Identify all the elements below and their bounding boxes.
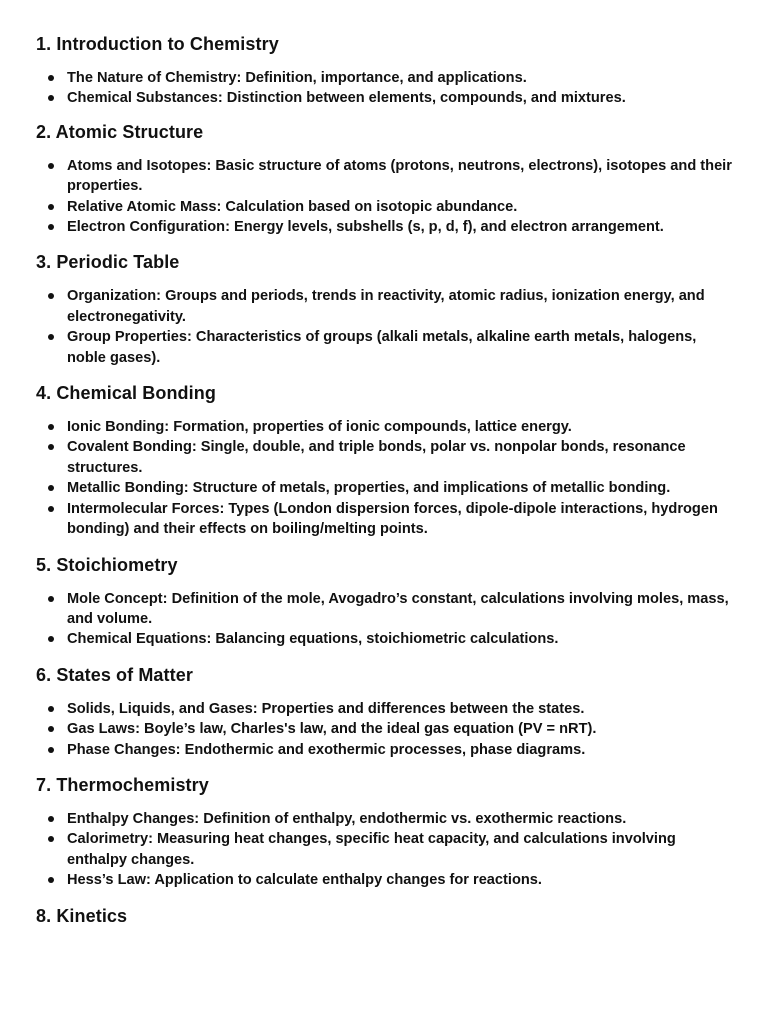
- section-chemical-bonding: [36, 379, 732, 539]
- section-heading: 8. Kinetics: [36, 905, 128, 926]
- section-states-of-matter: [36, 661, 732, 760]
- list-item: Relative Atomic Mass: Calculation based on isotopic abundance.: [36, 197, 732, 217]
- section-heading: 3. Periodic Table: [36, 252, 180, 273]
- section-kinetics: [36, 902, 732, 930]
- list-item: Chemical Equations: Balancing equations, stoichiometric calculations.: [36, 629, 732, 649]
- list-item: Mole Concept: Definition of the mole, Avogadro’s constant, calculations involving moles, mass, and volume.: [36, 589, 732, 630]
- list-item: Electron Configuration: Energy levels, subshells (s, p, d, f), and electron arrangement.: [36, 217, 732, 237]
- bullet-list: [36, 156, 732, 238]
- list-item: Enthalpy Changes: Definition of enthalpy, endothermic vs. exothermic reactions.: [36, 809, 732, 829]
- section-heading: 1. Introduction to Chemistry: [36, 34, 279, 54]
- list-item: Atoms and Isotopes: Basic structure of atoms (protons, neutrons, electrons), isotopes and their properties.: [36, 156, 732, 197]
- bullet-list: [36, 417, 732, 539]
- bullet-list: [36, 699, 732, 760]
- bullet-list: [36, 589, 732, 650]
- list-item: Chemical Substances: Distinction between elements, compounds, and mixtures.: [36, 88, 732, 108]
- list-item: Covalent Bonding: Single, double, and triple bonds, polar vs. nonpolar bonds, resonance structures.: [36, 437, 732, 478]
- section-heading: 6. States of Matter: [36, 664, 193, 685]
- section-atomic-structure: [36, 118, 732, 238]
- bullet-list: [36, 68, 732, 109]
- section-heading: 5. Stoichiometry: [36, 554, 178, 575]
- list-item: Solids, Liquids, and Gases: Properties and differences between the states.: [36, 699, 732, 719]
- list-item: Calorimetry: Measuring heat changes, specific heat capacity, and calculations involving enthalpy changes.: [36, 829, 732, 870]
- list-item: The Nature of Chemistry: Definition, importance, and applications.: [36, 68, 732, 88]
- bullet-list: [36, 286, 732, 368]
- list-item: Gas Laws: Boyle’s law, Charles's law, and the ideal gas equation (PV = nRT).: [36, 719, 732, 739]
- section-periodic-table: [36, 248, 732, 368]
- list-item: Intermolecular Forces: Types (London dispersion forces, dipole-dipole interactions, hydrogen bonding) and their effects on boiling/melting points.: [36, 499, 732, 540]
- section-heading: 7. Thermochemistry: [36, 774, 209, 795]
- list-item: Hess’s Law: Application to calculate enthalpy changes for reactions.: [36, 870, 732, 890]
- list-item: Organization: Groups and periods, trends in reactivity, atomic radius, ionization energy, and electronegativity.: [36, 286, 732, 327]
- section-heading: 2. Atomic Structure: [36, 121, 204, 142]
- section-thermochemistry: [36, 771, 732, 891]
- list-item: Ionic Bonding: Formation, properties of ionic compounds, lattice energy.: [36, 417, 732, 437]
- list-item: Group Properties: Characteristics of groups (alkali metals, alkaline earth metals, halogens, noble gases).: [36, 327, 732, 368]
- section-heading: 4. Chemical Bonding: [36, 383, 216, 404]
- list-item: Phase Changes: Endothermic and exothermic processes, phase diagrams.: [36, 740, 732, 760]
- section-stoichiometry: [36, 551, 732, 650]
- section-introduction-to-chemistry: [36, 30, 732, 109]
- list-item: Metallic Bonding: Structure of metals, properties, and implications of metallic bonding.: [36, 478, 732, 498]
- bullet-list: [36, 809, 732, 891]
